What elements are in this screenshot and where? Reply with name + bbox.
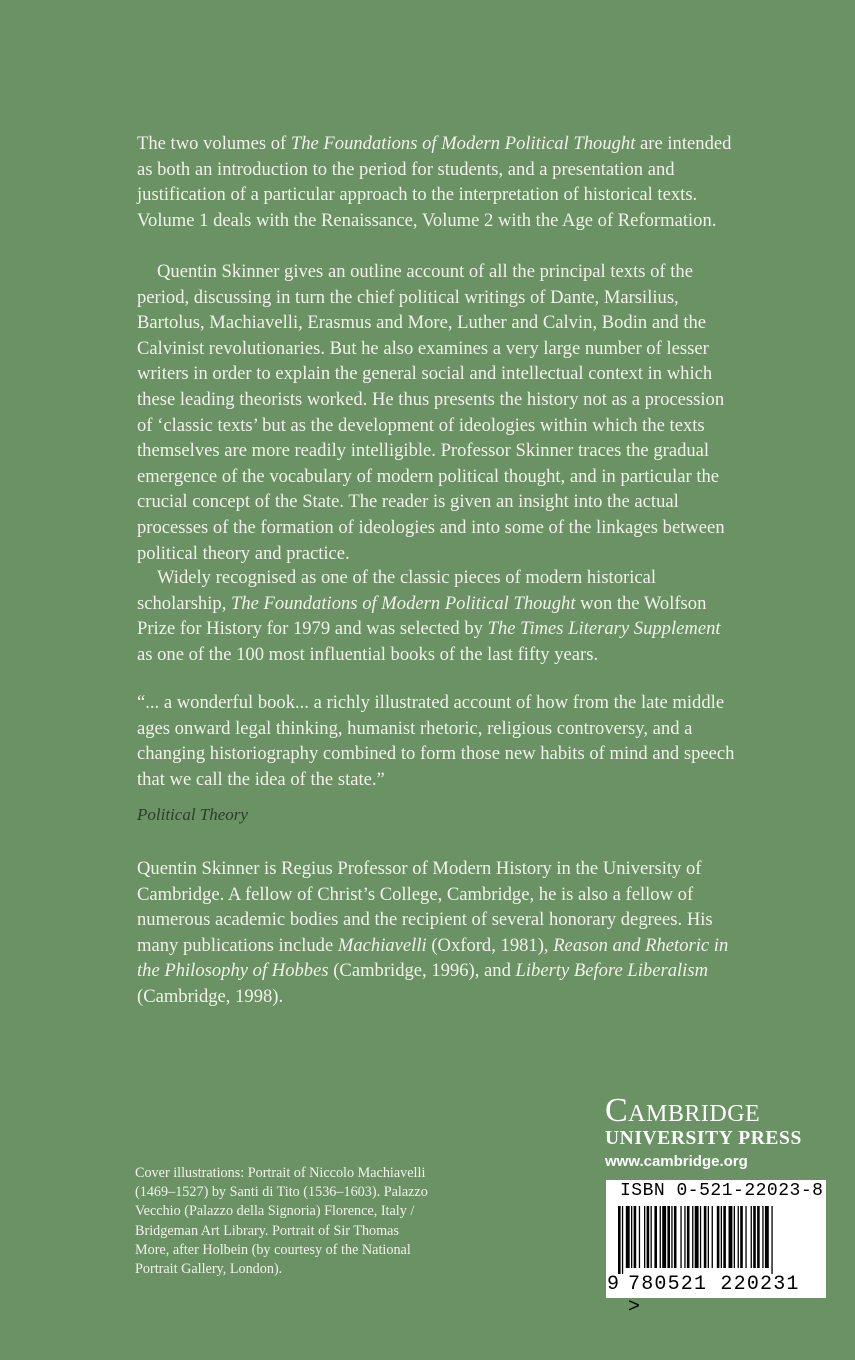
barcode-bar [734,1206,735,1268]
publication-title: The Times Literary Supplement [487,618,721,640]
barcode-bar [631,1206,632,1268]
book-title: The Foundations of Modern Political Thought [290,133,636,154]
intro-text: The two volumes of [137,133,291,154]
barcode-icon [618,1206,814,1274]
intro-paragraph-2: Quentin Skinner gives an outline account of all the principal texts of the period, discussing in turn the chief political writings of Dante, Marsilius, Bartolus, Machiavelli, Erasmus and More, Luther and Calvin, Bodin and the Calvinist revolutionaries. But he also examines a very large number of lesser writers in order to explain the general social and intellectual context in which these leading theorists worked. He thus presents the history not as a procession of ‘classic texts’ but as the development of ideologies within which the texts themselves are more readily intelligible. Professor Skinner traces the gradual emergence of the vocabulary of modern political thought, and in particular the crucial concept of the State. The reader is given an insight into the actual processes of the formation of ideologies and into some of the linkages between political theory and practice. [137,261,725,564]
intro-text: won the Wolfson Prize for History for 1979 and was selected by [137,592,707,640]
barcode-bar [687,1206,690,1268]
barcode-bar [644,1206,645,1268]
barcode-box [606,1180,826,1319]
barcode-bar [708,1206,709,1268]
barcode-bar [712,1206,713,1268]
bio-text: (Cambridge, 1998). [137,985,284,1007]
intro-paragraph-3 [137,565,737,667]
review-quote: “... a wonderful book... a richly illustrated account of how from the late middle ages onward legal thinking, humanist rhetoric, religious controversy, and a changing historiography combined to form those new habits of mind and speech that we call the idea of the state.” [137,692,735,790]
barcode-bar [654,1206,657,1268]
bio-text: Quentin Skinner is Regius Professor of Modern History in the University of Cambridge. A fellow of Christ’s College, Cambridge, he is also a fellow of numerous academic bodies and the recipient of several honorary degrees. His many publications include [137,858,713,956]
barcode-bar [700,1206,701,1268]
barcode-bar [639,1206,640,1268]
barcode-bar [680,1206,681,1268]
barcode-bar [745,1206,746,1268]
ean-digits: 780521 220231 > [628,1273,800,1319]
bio-text: (Cambridge, 1996), and [328,960,516,982]
barcode-bar [692,1206,693,1268]
barcode-bar [647,1206,650,1268]
publisher-subtitle: UNIVERSITY PRESS [605,1128,802,1149]
barcode-bar [753,1206,756,1268]
barcode-bar [651,1206,652,1268]
barcode-bar [723,1206,726,1268]
barcode-bar [765,1206,769,1268]
barcode-bar [667,1206,670,1268]
intro-paragraph-1 [137,131,737,233]
barcode-bar [684,1206,685,1268]
barcode-bar [717,1206,720,1268]
publisher-url: www.cambridge.org [605,1153,748,1170]
barcode-bar [622,1206,623,1274]
bio-text: (Oxford, 1981), [426,934,554,956]
barcode-bar [704,1206,707,1268]
publisher-logo [605,1094,830,1170]
barcode-bar [771,1206,772,1274]
cover-credits: Cover illustrations: Portrait of Niccolo Machiavelli (1469–1527) by Santi di Tito (1536–1603). Palazzo Vecchio (Palazzo della Signoria) Florence, Italy / Bridgeman Art Library. Portrait of Sir Thomas More, after Holbein (by courtesy of the National Portrait Gallery, London). [135,1165,428,1278]
barcode-bar [740,1206,743,1268]
barcode-bar [751,1206,752,1268]
author-bio [137,856,729,1010]
intro-text: Widely recognised as one of the classic pieces of modern historical scholarship, [137,567,657,614]
book-title: The Foundations of Modern Political Thought [231,592,576,614]
barcode-bar [634,1206,637,1268]
barcode-bar [738,1206,739,1268]
barcode-bar [671,1206,672,1268]
barcode-bar [721,1206,722,1268]
intro-text: as one of the 100 most influential books of the last fifty years. [137,643,599,665]
barcode-bar [662,1206,666,1268]
publisher-name: Cambridge [605,1092,761,1129]
bio-book-title: Machiavelli [337,934,427,956]
ean-first-digit: 9 [607,1273,621,1296]
bio-book-title: Reason and Rhetoric in the Philosophy of Hobbes [137,934,729,982]
barcode-bar [729,1206,733,1268]
barcode-bar [695,1206,699,1268]
review-source: Political Theory [137,805,248,824]
barcode-bar [757,1206,760,1268]
bio-book-title: Liberty Before Liberalism [515,960,708,982]
barcode-bar [618,1206,621,1274]
barcode-bar [674,1206,677,1268]
barcode-bar [626,1206,630,1268]
isbn-label: ISBN 0-521-22023-8 [620,1181,824,1201]
barcode-bar [762,1206,763,1268]
barcode-bar [660,1206,661,1268]
intro-text: are intended as both an introduction to the period for students, and a presentation and justification of a particular approach to the interpretation of historical texts. Volume 1 deals with the Renaissance, Volume 2 with the Age of Reformation. [137,133,732,231]
